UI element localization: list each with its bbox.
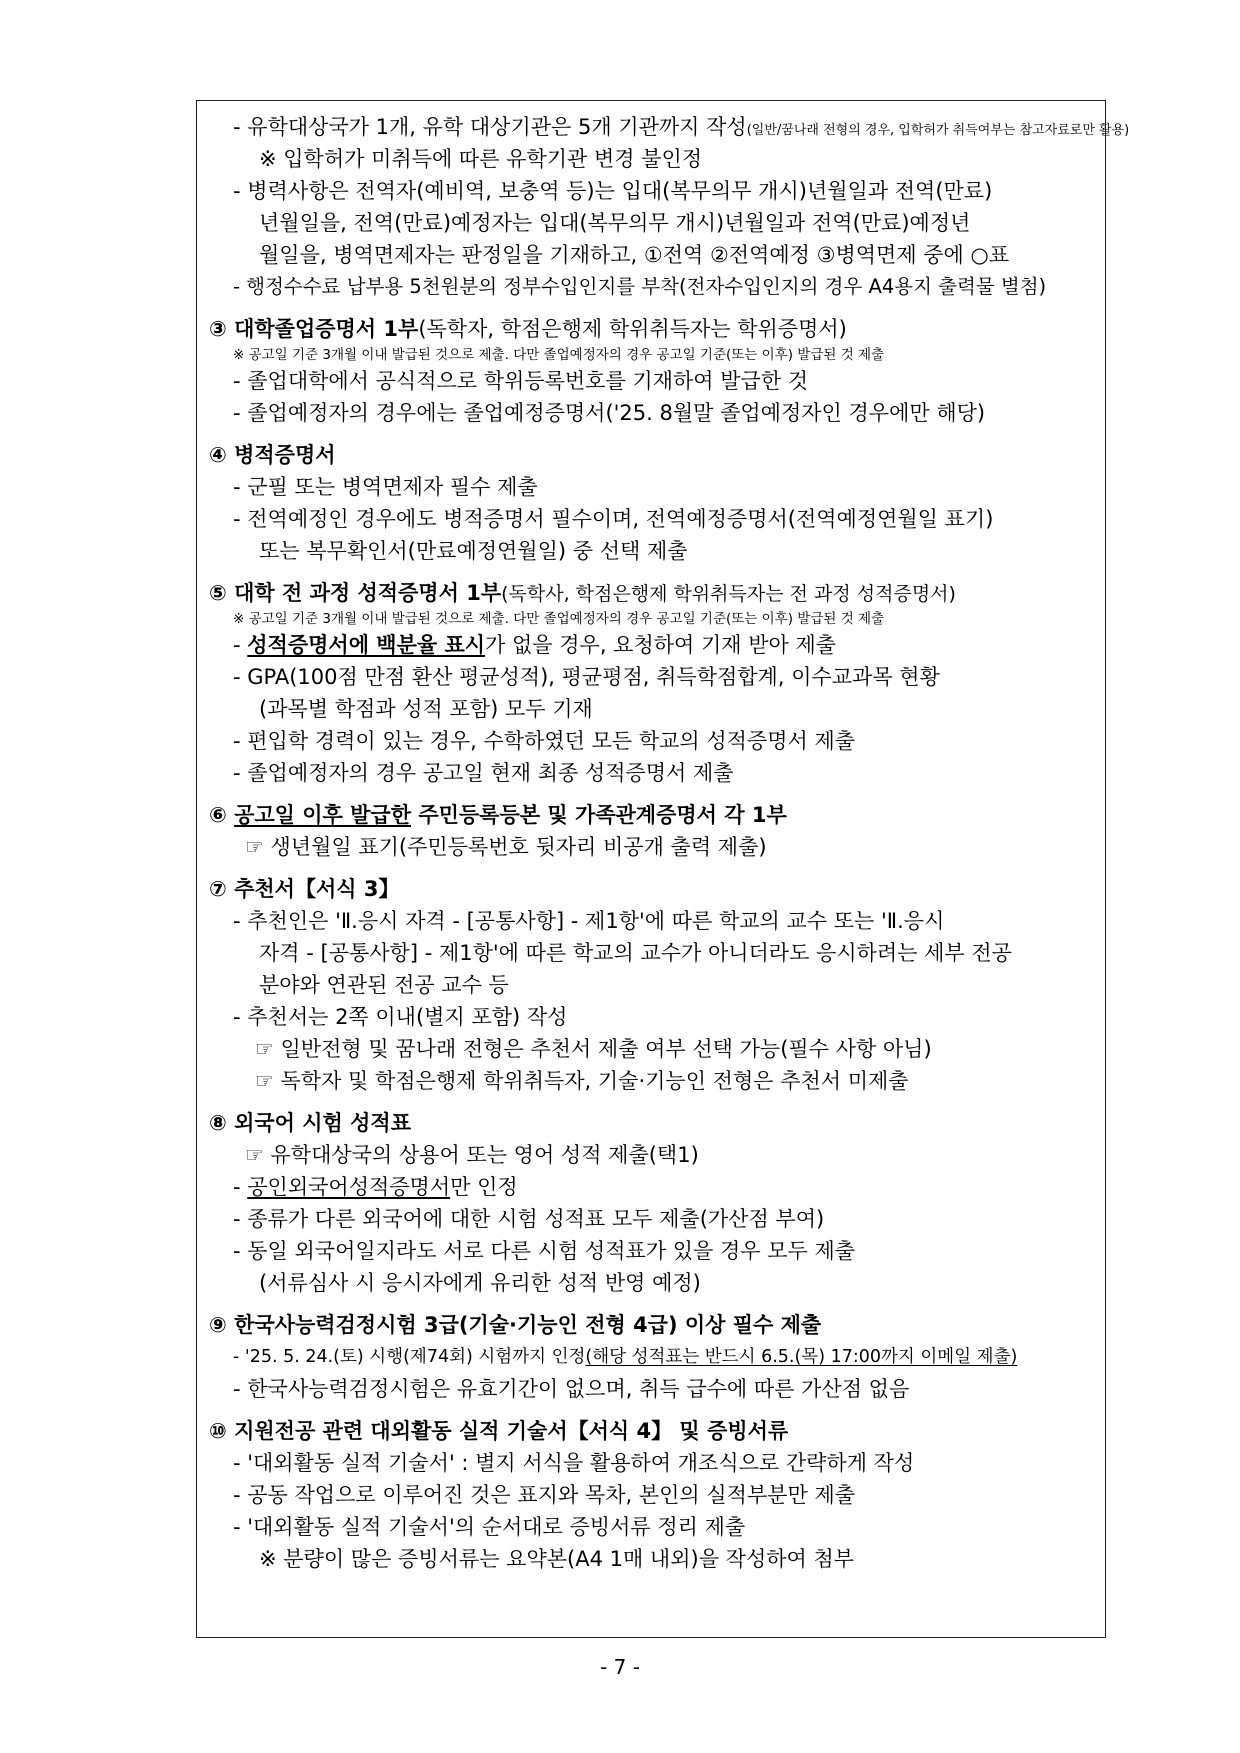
- list-item: - '대외활동 실적 기술서'의 순서대로 증빙서류 정리 제출: [233, 1515, 746, 1539]
- section-note: ※ 공고일 기준 3개월 이내 발급된 것으로 제출. 다만 졸업예정자의 경우 공고일 기준(또는 이후) 발급된 것 제출: [233, 611, 885, 627]
- list-item: - 졸업예정자의 경우 공고일 현재 최종 성적증명서 제출: [233, 761, 734, 785]
- list-item: - 병력사항은 전역자(예비역, 보충역 등)는 입대(복무의무 개시)년월일과 전역(만료): [233, 179, 993, 203]
- section-10: [209, 1415, 1093, 1575]
- section-note: ※ 공고일 기준 3개월 이내 발급된 것으로 제출. 다만 졸업예정자의 경우 공고일 기준(또는 이후) 발급된 것 제출: [233, 347, 885, 363]
- section-6: [209, 799, 1093, 863]
- list-item: - 군필 또는 병역면제자 필수 제출: [233, 475, 538, 499]
- page-number: - 7 -: [600, 1655, 640, 1679]
- list-item: (서류심사 시 응시자에게 유리한 성적 반영 예정): [259, 1271, 701, 1295]
- list-item: (과목별 학점과 성적 포함) 모두 기재: [259, 697, 593, 721]
- list-item: - 종류가 다른 외국어에 대한 시험 성적표 모두 제출(가산점 부여): [233, 1207, 825, 1231]
- section-heading: ⑥ 공고일 이후 발급한 주민등록등본 및 가족관계증명서 각 1부: [209, 803, 787, 827]
- list-item: ☞ 일반전형 및 꿈나래 전형은 추천서 제출 여부 선택 가능(필수 사항 아님): [255, 1037, 932, 1061]
- list-item: ※ 분량이 많은 증빙서류는 요약본(A4 1매 내외)을 작성하여 첨부: [259, 1547, 855, 1571]
- section-heading: ⑨ 한국사능력검정시험 3급(기술·기능인 전형 4급) 이상 필수 제출: [209, 1313, 822, 1337]
- section-4: [209, 439, 1093, 567]
- list-item: - 동일 외국어일지라도 서로 다른 시험 성적표가 있을 경우 모두 제출: [233, 1239, 856, 1263]
- list-item: - 추천인은 'Ⅱ.응시 자격 - [공통사항] - 제1항'에 따른 학교의 교수 또는 'Ⅱ.응시: [233, 909, 945, 933]
- section-heading: ⑤ 대학 전 과정 성적증명서 1부(독학사, 학점은행제 학위취득자는 전 과정 성적증명서): [209, 581, 956, 605]
- section-5: [209, 577, 1093, 789]
- list-item: 또는 복무확인서(만료예정연월일) 중 선택 제출: [259, 539, 688, 563]
- section-3: [209, 313, 1093, 429]
- list-item: - 공인외국어성적증명서만 인정: [233, 1175, 518, 1199]
- list-item: - 편입학 경력이 있는 경우, 수학하였던 모든 학교의 성적증명서 제출: [233, 729, 856, 753]
- list-item: - 성적증명서에 백분율 표시가 없을 경우, 요청하여 기재 받아 제출: [233, 633, 837, 657]
- list-item: - 행정수수료 납부용 5천원분의 정부수입인지를 부착(전자수입인지의 경우 A4용지 출력물 별첨): [233, 275, 1047, 298]
- list-item: [209, 111, 1130, 143]
- section-7: [209, 873, 1093, 1097]
- section-heading: ⑩ 지원전공 관련 대외활동 실적 기술서【서식 4】 및 증빙서류: [209, 1419, 789, 1443]
- section-heading: ③ 대학졸업증명서 1부(독학자, 학점은행제 학위취득자는 학위증명서): [209, 317, 847, 341]
- section-9: [209, 1309, 1093, 1405]
- text-line: - 유학대상국가 1개, 유학 대상기관은 5개 기관까지 작성: [233, 115, 747, 139]
- list-item: ☞ 생년월일 표기(주민등록번호 뒷자리 비공개 출력 제출): [245, 835, 767, 859]
- list-item: - 추천서는 2쪽 이내(별지 포함) 작성: [233, 1005, 568, 1029]
- list-item: - 한국사능력검정시험은 유효기간이 없으며, 취득 급수에 따른 가산점 없음: [233, 1377, 910, 1401]
- section-heading: ④ 병적증명서: [209, 443, 336, 467]
- section-heading: ⑦ 추천서【서식 3】: [209, 877, 400, 901]
- list-item: 월일을, 병역면제자는 판정일을 기재하고, ①전역 ②전역예정 ③병역면제 중에 ○표: [259, 243, 1010, 267]
- small-note: (일반/꿈나래 전형의 경우, 입학허가 취득여부는 참고자료로만 활용): [746, 123, 1130, 138]
- list-item: - GPA(100점 만점 환산 평균성적), 평균평점, 취득학점합계, 이수교과목 현황: [233, 665, 940, 689]
- list-item: - 공동 작업으로 이루어진 것은 표지와 목차, 본인의 실적부분만 제출: [233, 1483, 856, 1507]
- list-item: 자격 - [공통사항] - 제1항'에 따른 학교의 교수가 아니더라도 응시하려는 세부 전공: [259, 941, 1012, 965]
- list-item: 년월일을, 전역(만료)예정자는 입대(복무의무 개시)년월일과 전역(만료)예정년: [259, 211, 971, 235]
- section-8: [209, 1107, 1093, 1299]
- list-item: - 졸업대학에서 공식적으로 학위등록번호를 기재하여 발급한 것: [233, 369, 809, 393]
- list-item: ☞ 독학자 및 학점은행제 학위취득자, 기술·기능인 전형은 추천서 미제출: [255, 1069, 909, 1093]
- top-section: [209, 111, 1130, 303]
- content-box: [196, 100, 1130, 1638]
- list-item: ※ 입학허가 미취득에 따른 유학기관 변경 불인정: [259, 147, 703, 171]
- list-item: 분야와 연관된 전공 교수 등: [259, 973, 509, 997]
- list-item: ☞ 유학대상국의 상용어 또는 영어 성적 제출(택1): [245, 1143, 699, 1167]
- list-item: - 전역예정인 경우에도 병적증명서 필수이며, 전역예정증명서(전역예정연월일 표기): [233, 507, 994, 531]
- list-item: - 졸업예정자의 경우에는 졸업예정증명서('25. 8월말 졸업예정자인 경우에만 해당): [233, 401, 986, 425]
- list-item: - '대외활동 실적 기술서' : 별지 서식을 활용하여 개조식으로 간략하게 작성: [233, 1451, 915, 1475]
- section-heading: ⑧ 외국어 시험 성적표: [209, 1111, 412, 1135]
- list-item: - '25. 5. 24.(토) 시행(제74회) 시험까지 인정(해당 성적표는 반드시 6.5.(목) 17:00까지 이메일 제출): [233, 1347, 1018, 1367]
